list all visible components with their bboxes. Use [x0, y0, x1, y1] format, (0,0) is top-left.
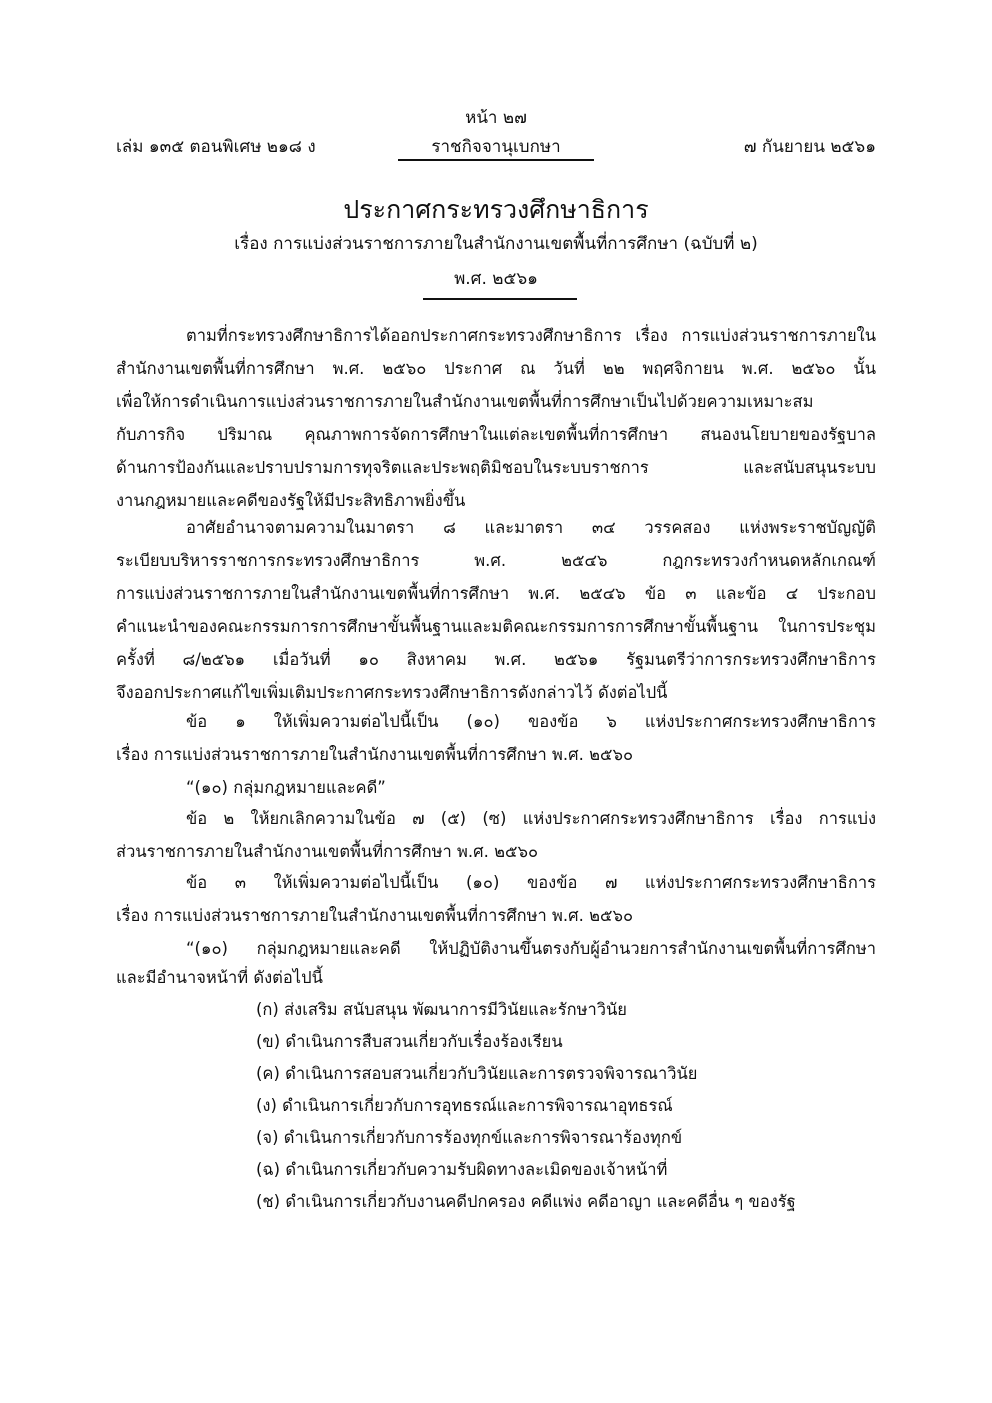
clause-3-line: ข้อ ๓ ให้เพิ่มความต่อไปนี้เป็น (๑๐) ของข้อ ๗ แห่งประกาศกระทรวงศึกษาธิการ [186, 873, 876, 892]
body-line: เพื่อให้การดำเนินการแบ่งส่วนราชการภายในสำนักงานเขตพื้นที่การศึกษาเป็นไปด้วยความเหมาะสม [116, 392, 814, 411]
clause-3-line: เรื่อง การแบ่งส่วนราชการภายในสำนักงานเขตพื้นที่การศึกษา พ.ศ. ๒๕๖๐ [116, 906, 634, 925]
announcement-title: ประกาศกระทรวงศึกษาธิการ [343, 195, 649, 224]
clause-1-line: เรื่อง การแบ่งส่วนราชการภายในสำนักงานเขตพื้นที่การศึกษา พ.ศ. ๒๕๖๐ [116, 745, 634, 764]
announcement-year: พ.ศ. ๒๕๖๑ [454, 269, 538, 289]
publication-date: ๗ กันยายน ๒๕๖๑ [743, 137, 876, 157]
duty-item: (ง) ดำเนินการเกี่ยวกับการอุทธรณ์และการพิจารณาอุทธรณ์ [256, 1096, 673, 1115]
body-line: ระเบียบบริหารราชการกระทรวงศึกษาธิการ พ.ศ. ๒๕๔๖ กฎกระทรวงกำหนดหลักเกณฑ์ [116, 551, 876, 570]
body-line: จึงออกประกาศแก้ไขเพิ่มเติมประกาศกระทรวงศึกษาธิการดังกล่าวไว้ ดังต่อไปนี้ [116, 683, 668, 702]
page-number: หน้า ๒๗ [465, 108, 527, 128]
body-line: อาศัยอำนาจตามความในมาตรา ๘ และมาตรา ๓๔ วรรคสอง แห่งพระราชบัญญัติ [186, 518, 876, 537]
clause-2-line: ส่วนราชการภายในสำนักงานเขตพื้นที่การศึกษา พ.ศ. ๒๕๖๐ [116, 842, 539, 861]
duty-item: (จ) ดำเนินการเกี่ยวกับการร้องทุกข์และการพิจารณาร้องทุกข์ [256, 1128, 683, 1147]
announcement-subject: เรื่อง การแบ่งส่วนราชการภายในสำนักงานเขตพื้นที่การศึกษา (ฉบับที่ ๒) [234, 234, 758, 254]
body-line: ครั้งที่ ๘/๒๕๖๑ เมื่อวันที่ ๑๐ สิงหาคม พ.ศ. ๒๕๖๑ รัฐมนตรีว่าการกระทรวงศึกษาธิการ [116, 650, 876, 669]
body-line: งานกฎหมายและคดีของรัฐให้มีประสิทธิภาพยิ่งขึ้น [116, 491, 466, 510]
body-line: กับภารกิจ ปริมาณ คุณภาพการจัดการศึกษาในแต่ละเขตพื้นที่การศึกษา สนองนโยบายของรัฐบาล [116, 425, 876, 444]
clause-1-line: ข้อ ๑ ให้เพิ่มความต่อไปนี้เป็น (๑๐) ของข้อ ๖ แห่งประกาศกระทรวงศึกษาธิการ [186, 712, 876, 731]
header-underline [398, 159, 594, 161]
volume-info: เล่ม ๑๓๕ ตอนพิเศษ ๒๑๘ ง [116, 137, 316, 157]
clause-2-line: ข้อ ๒ ให้ยกเลิกความในข้อ ๗ (๕) (ซ) แห่งประกาศกระทรวงศึกษาธิการ เรื่อง การแบ่ง [186, 809, 876, 828]
duty-item: (ข) ดำเนินการสืบสวนเกี่ยวกับเรื่องร้องเรียน [256, 1032, 563, 1051]
body-line: ตามที่กระทรวงศึกษาธิการได้ออกประกาศกระทรวงศึกษาธิการ เรื่อง การแบ่งส่วนราชการภายใน [186, 326, 876, 345]
duty-item: (ค) ดำเนินการสอบสวนเกี่ยวกับวินัยและการตรวจพิจารณาวินัย [256, 1064, 698, 1083]
duty-item: (ช) ดำเนินการเกี่ยวกับงานคดีปกครอง คดีแพ่ง คดีอาญา และคดีอื่น ๆ ของรัฐ [256, 1192, 796, 1211]
clause-3-quote: “(๑๐) กลุ่มกฎหมายและคดี ให้ปฏิบัติงานขึ้นตรงกับผู้อำนวยการสำนักงานเขตพื้นที่การศึกษา [186, 939, 876, 958]
title-separator [423, 298, 577, 300]
clause-3-quote: และมีอำนาจหน้าที่ ดังต่อไปนี้ [116, 968, 323, 987]
gazette-name: ราชกิจจานุเบกษา [431, 137, 561, 157]
clause-1-quote: “(๑๐) กลุ่มกฎหมายและคดี” [186, 778, 386, 797]
duty-item: (ก) ส่งเสริม สนับสนุน พัฒนาการมีวินัยและรักษาวินัย [256, 1000, 627, 1019]
body-line: การแบ่งส่วนราชการภายในสำนักงานเขตพื้นที่การศึกษา พ.ศ. ๒๕๔๖ ข้อ ๓ และข้อ ๔ ประกอบ [116, 584, 876, 603]
body-line: ด้านการป้องกันและปราบปรามการทุจริตและประพฤติมิชอบในระบบราชการ และสนับสนุนระบบ [116, 458, 876, 477]
body-line: คำแนะนำของคณะกรรมการการศึกษาขั้นพื้นฐานและมติคณะกรรมการการศึกษาขั้นพื้นฐาน ในการประชุม [116, 617, 876, 636]
body-line: สำนักงานเขตพื้นที่การศึกษา พ.ศ. ๒๕๖๐ ประกาศ ณ วันที่ ๒๒ พฤศจิกายน พ.ศ. ๒๕๖๐ นั้น [116, 359, 876, 378]
duty-item: (ฉ) ดำเนินการเกี่ยวกับความรับผิดทางละเมิดของเจ้าหน้าที่ [256, 1160, 668, 1179]
